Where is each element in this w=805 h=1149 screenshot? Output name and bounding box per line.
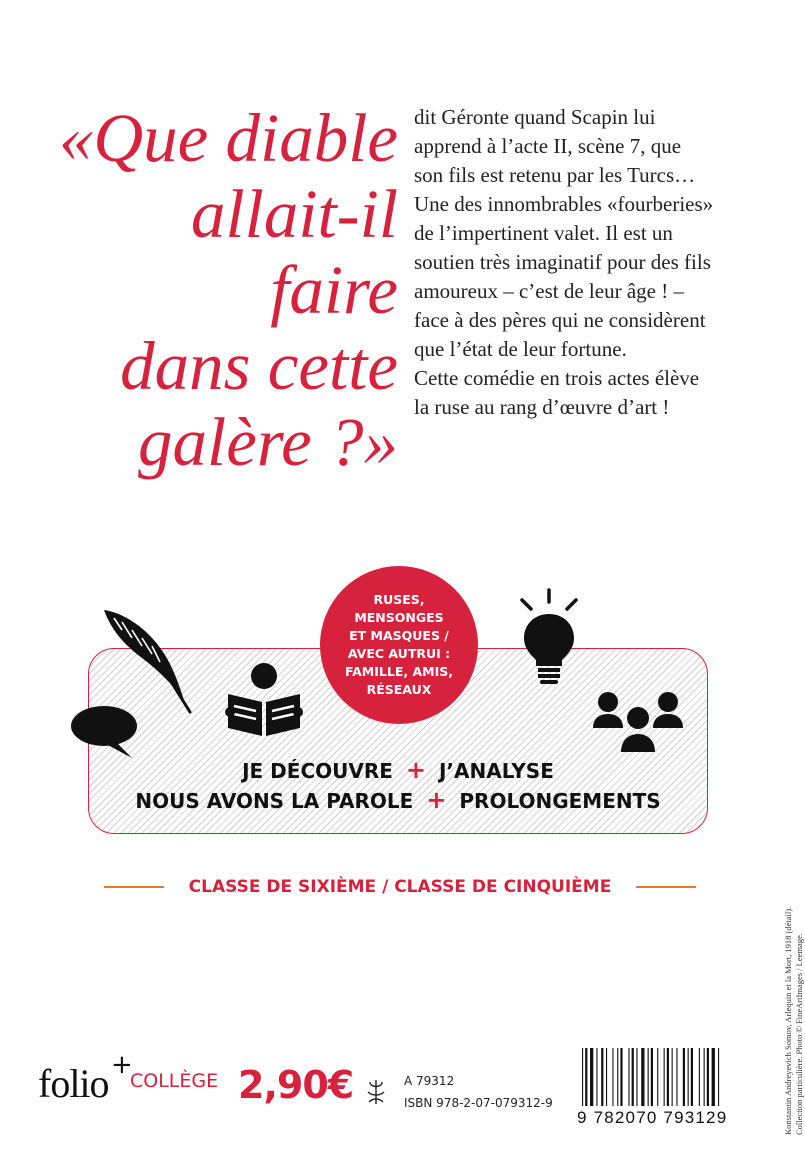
summary-line: son fils est retenu par les Turcs… bbox=[414, 163, 696, 187]
quote-line: «Que diable bbox=[58, 100, 398, 176]
theme-line: RUSES, bbox=[373, 592, 425, 607]
divider bbox=[104, 886, 164, 888]
folio-logo: folio bbox=[38, 1061, 109, 1106]
step-label: J’ANALYSE bbox=[438, 759, 554, 783]
group-icon bbox=[592, 688, 688, 758]
steps-row-1 bbox=[88, 756, 708, 784]
quote-line: allait-il bbox=[191, 176, 398, 252]
book-codes bbox=[404, 1070, 553, 1114]
level-label: CLASSE DE SIXIÈME / CLASSE DE CINQUIÈME bbox=[188, 877, 612, 897]
theme-line: ET MASQUES / bbox=[349, 628, 449, 643]
summary-line: la ruse au rang d’œuvre d’art ! bbox=[414, 395, 670, 419]
step-label: PROLONGEMENTS bbox=[459, 789, 661, 813]
plus-icon: + bbox=[426, 786, 447, 814]
divider bbox=[636, 886, 696, 888]
lightbulb-icon bbox=[514, 586, 584, 686]
quote-line: galère ?» bbox=[138, 404, 398, 480]
barcode bbox=[580, 1048, 768, 1108]
publisher-logo-icon bbox=[364, 1078, 388, 1106]
quote-line: faire bbox=[270, 252, 398, 328]
themes-badge bbox=[320, 566, 478, 724]
summary-line: de l’impertinent valet. Il est un bbox=[414, 221, 673, 245]
summary-line: face à des pères qui ne considèrent bbox=[414, 308, 706, 332]
theme-line: MENSONGES bbox=[354, 610, 444, 625]
theme-line: AVEC AUTRUI : bbox=[347, 646, 451, 661]
plus-icon: + bbox=[405, 756, 426, 784]
photo-credit bbox=[783, 907, 805, 1135]
quill-icon bbox=[100, 604, 196, 714]
step-label: JE DÉCOUVRE bbox=[242, 759, 393, 783]
summary-line: amoureux – c’est de leur âge ! – bbox=[414, 279, 684, 303]
summary-line: que l’état de leur fortune. bbox=[414, 337, 627, 361]
reader-icon bbox=[222, 662, 306, 738]
summary-line: Une des innombrables «fourberies» bbox=[414, 192, 714, 216]
collection-label: COLLÈGE bbox=[130, 1070, 219, 1092]
summary-paragraph bbox=[414, 103, 754, 422]
steps-row-2 bbox=[88, 786, 708, 814]
school-level bbox=[104, 872, 696, 902]
summary-line: soutien très imaginatif pour des fils bbox=[414, 250, 711, 274]
theme-line: RÉSEAUX bbox=[366, 682, 432, 697]
quote-line: dans cette bbox=[120, 328, 398, 404]
catalog-code: A 79312 bbox=[404, 1074, 455, 1088]
credit-line: Konstantin Andreyevich Somov, Arlequin et la Mort, 1918 (détail). bbox=[783, 906, 793, 1135]
summary-line: apprend à l’acte II, scène 7, que bbox=[414, 134, 682, 158]
folio-plus-mark: + bbox=[111, 1050, 133, 1080]
theme-line: FAMILLE, AMIS, bbox=[345, 664, 453, 679]
pull-quote bbox=[28, 100, 398, 480]
step-label: NOUS AVONS LA PAROLE bbox=[135, 789, 414, 813]
summary-line: Cette comédie en trois actes élève bbox=[414, 366, 700, 390]
isbn: ISBN 978-2-07-079312-9 bbox=[404, 1096, 553, 1110]
price: 2,90€ bbox=[238, 1063, 354, 1107]
summary-line: dit Géronte quand Scapin lui bbox=[414, 105, 656, 129]
speech-bubble-icon bbox=[68, 702, 140, 760]
credit-line: Collection particulière. Photo © FineArtImages / Leemage. bbox=[794, 933, 804, 1135]
barcode-digits: 9 782070 793129 bbox=[577, 1108, 728, 1127]
